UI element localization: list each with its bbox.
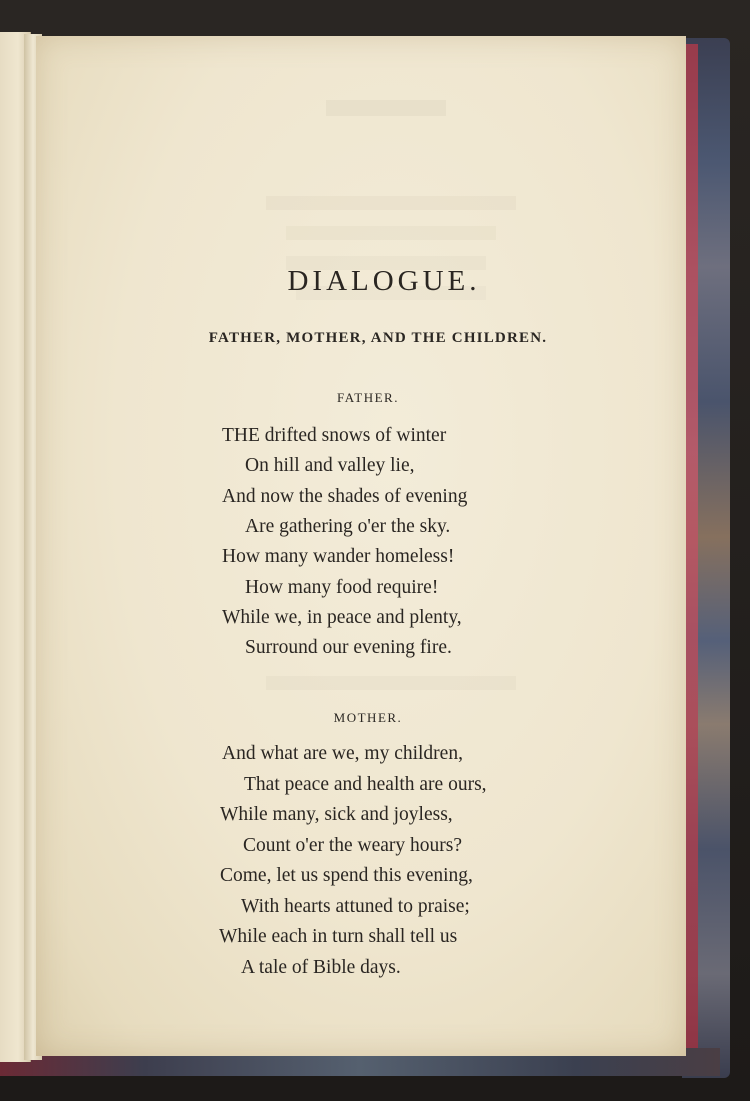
poem-line: How many food require! xyxy=(245,577,439,598)
poem-line: How many wander homeless! xyxy=(222,546,455,567)
poem-line: Surround our evening fire. xyxy=(245,637,452,658)
poem-line: And now the shades of evening xyxy=(222,486,468,507)
poem-line-rest: drifted snows of winter xyxy=(259,425,447,446)
poem-line xyxy=(222,425,446,447)
poem-line: While many, sick and joyless, xyxy=(220,804,453,825)
page-title: DIALOGUE. xyxy=(287,265,481,297)
poem-line: While each in turn shall tell us xyxy=(219,926,458,947)
poem-line: With hearts attuned to praise; xyxy=(241,896,470,917)
poem-line: On hill and valley lie, xyxy=(245,455,415,476)
poem-line: A tale of Bible days. xyxy=(241,957,401,978)
drop-word: THE xyxy=(222,425,260,446)
page-subtitle: FATHER, MOTHER, AND THE CHILDREN. xyxy=(208,330,548,346)
poem-line: And what are we, my children, xyxy=(222,743,463,764)
speaker-mother: MOTHER. xyxy=(333,710,403,725)
poem-line: Come, let us spend this evening, xyxy=(220,865,473,886)
poem-line: That peace and health are ours, xyxy=(244,774,487,795)
page-edges xyxy=(686,44,698,1064)
poem-line: While we, in peace and plenty, xyxy=(222,607,462,628)
poem-line: Are gathering o'er the sky. xyxy=(245,516,451,537)
poem-line: Count o'er the weary hours? xyxy=(243,835,463,856)
speaker-father: FATHER. xyxy=(337,390,399,405)
